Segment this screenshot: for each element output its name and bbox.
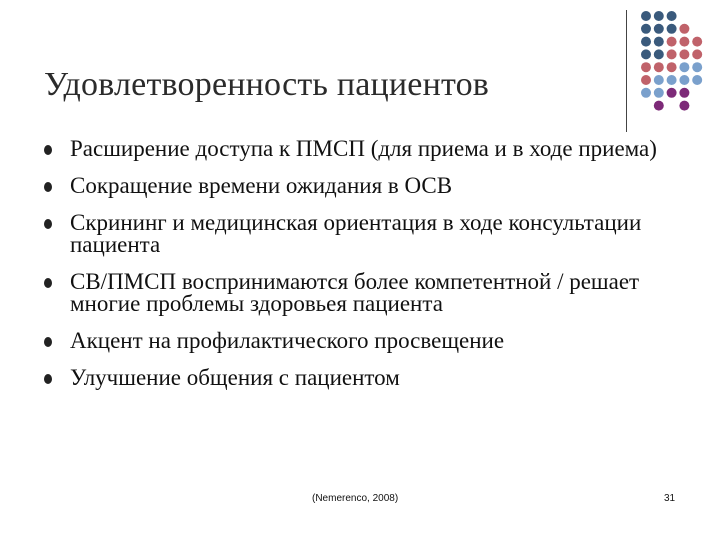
bullet-text: Улучшение общения с пациентом [70, 365, 400, 390]
bullet-item [44, 212, 694, 256]
decorative-dot [667, 88, 677, 98]
decorative-dot [654, 101, 664, 111]
decorative-dot-grid [640, 10, 720, 130]
decorative-dot [679, 88, 689, 98]
decorative-dot [692, 49, 702, 59]
bullet-text: СВ/ПМСП воспринимаются более компетентной / решает многие проблемы здоровьея пациента [70, 269, 640, 316]
decorative-dot [654, 88, 664, 98]
decorative-dot [692, 75, 702, 85]
decorative-dot [667, 75, 677, 85]
decorative-dot [654, 37, 664, 47]
bullet-dot-icon [44, 374, 52, 384]
decorative-dot [654, 62, 664, 72]
decorative-dot [667, 62, 677, 72]
decorative-dot [679, 49, 689, 59]
footer-citation: (Nemerenco, 2008) [312, 493, 399, 504]
bullet-item [44, 367, 694, 389]
bullet-item [44, 138, 694, 160]
decorative-dot [667, 24, 677, 34]
slide-title: Удовлетворенность пациентов [44, 66, 490, 103]
decorative-dot [641, 62, 651, 72]
decorative-dot [679, 62, 689, 72]
bullet-dot-icon [44, 219, 52, 229]
bullet-text: Скрининг и медицинская ориентация в ходе консультации пациента [70, 210, 642, 257]
decorative-dot [667, 11, 677, 21]
title-divider-line [626, 10, 627, 132]
bullet-list [44, 138, 694, 404]
decorative-dot [654, 49, 664, 59]
decorative-dot [667, 37, 677, 47]
decorative-dot [679, 24, 689, 34]
bullet-dot-icon [44, 278, 52, 288]
decorative-dot [654, 11, 664, 21]
decorative-dot [667, 49, 677, 59]
bullet-text: Расширение доступа к ПМСП (для приема и в ходе приема) [70, 136, 657, 161]
decorative-dot [679, 75, 689, 85]
decorative-dot [641, 88, 651, 98]
bullet-dot-icon [44, 337, 52, 347]
bullet-text: Сокращение времени ожидания в ОСВ [70, 173, 453, 198]
page-number: 31 [664, 493, 676, 504]
decorative-dot [641, 75, 651, 85]
bullet-item [44, 271, 694, 315]
decorative-dot [654, 24, 664, 34]
bullet-item [44, 175, 694, 197]
decorative-dot [679, 101, 689, 111]
decorative-dot [679, 37, 689, 47]
decorative-dot [654, 75, 664, 85]
decorative-dot [641, 24, 651, 34]
bullet-text: Акцент на профилактического просвещение [70, 328, 505, 353]
decorative-dot [641, 37, 651, 47]
bullet-dot-icon [44, 182, 52, 192]
decorative-dot [641, 11, 651, 21]
bullet-item [44, 330, 694, 352]
bullet-dot-icon [44, 145, 52, 155]
decorative-dot [692, 62, 702, 72]
decorative-dot [641, 49, 651, 59]
decorative-dot [692, 37, 702, 47]
